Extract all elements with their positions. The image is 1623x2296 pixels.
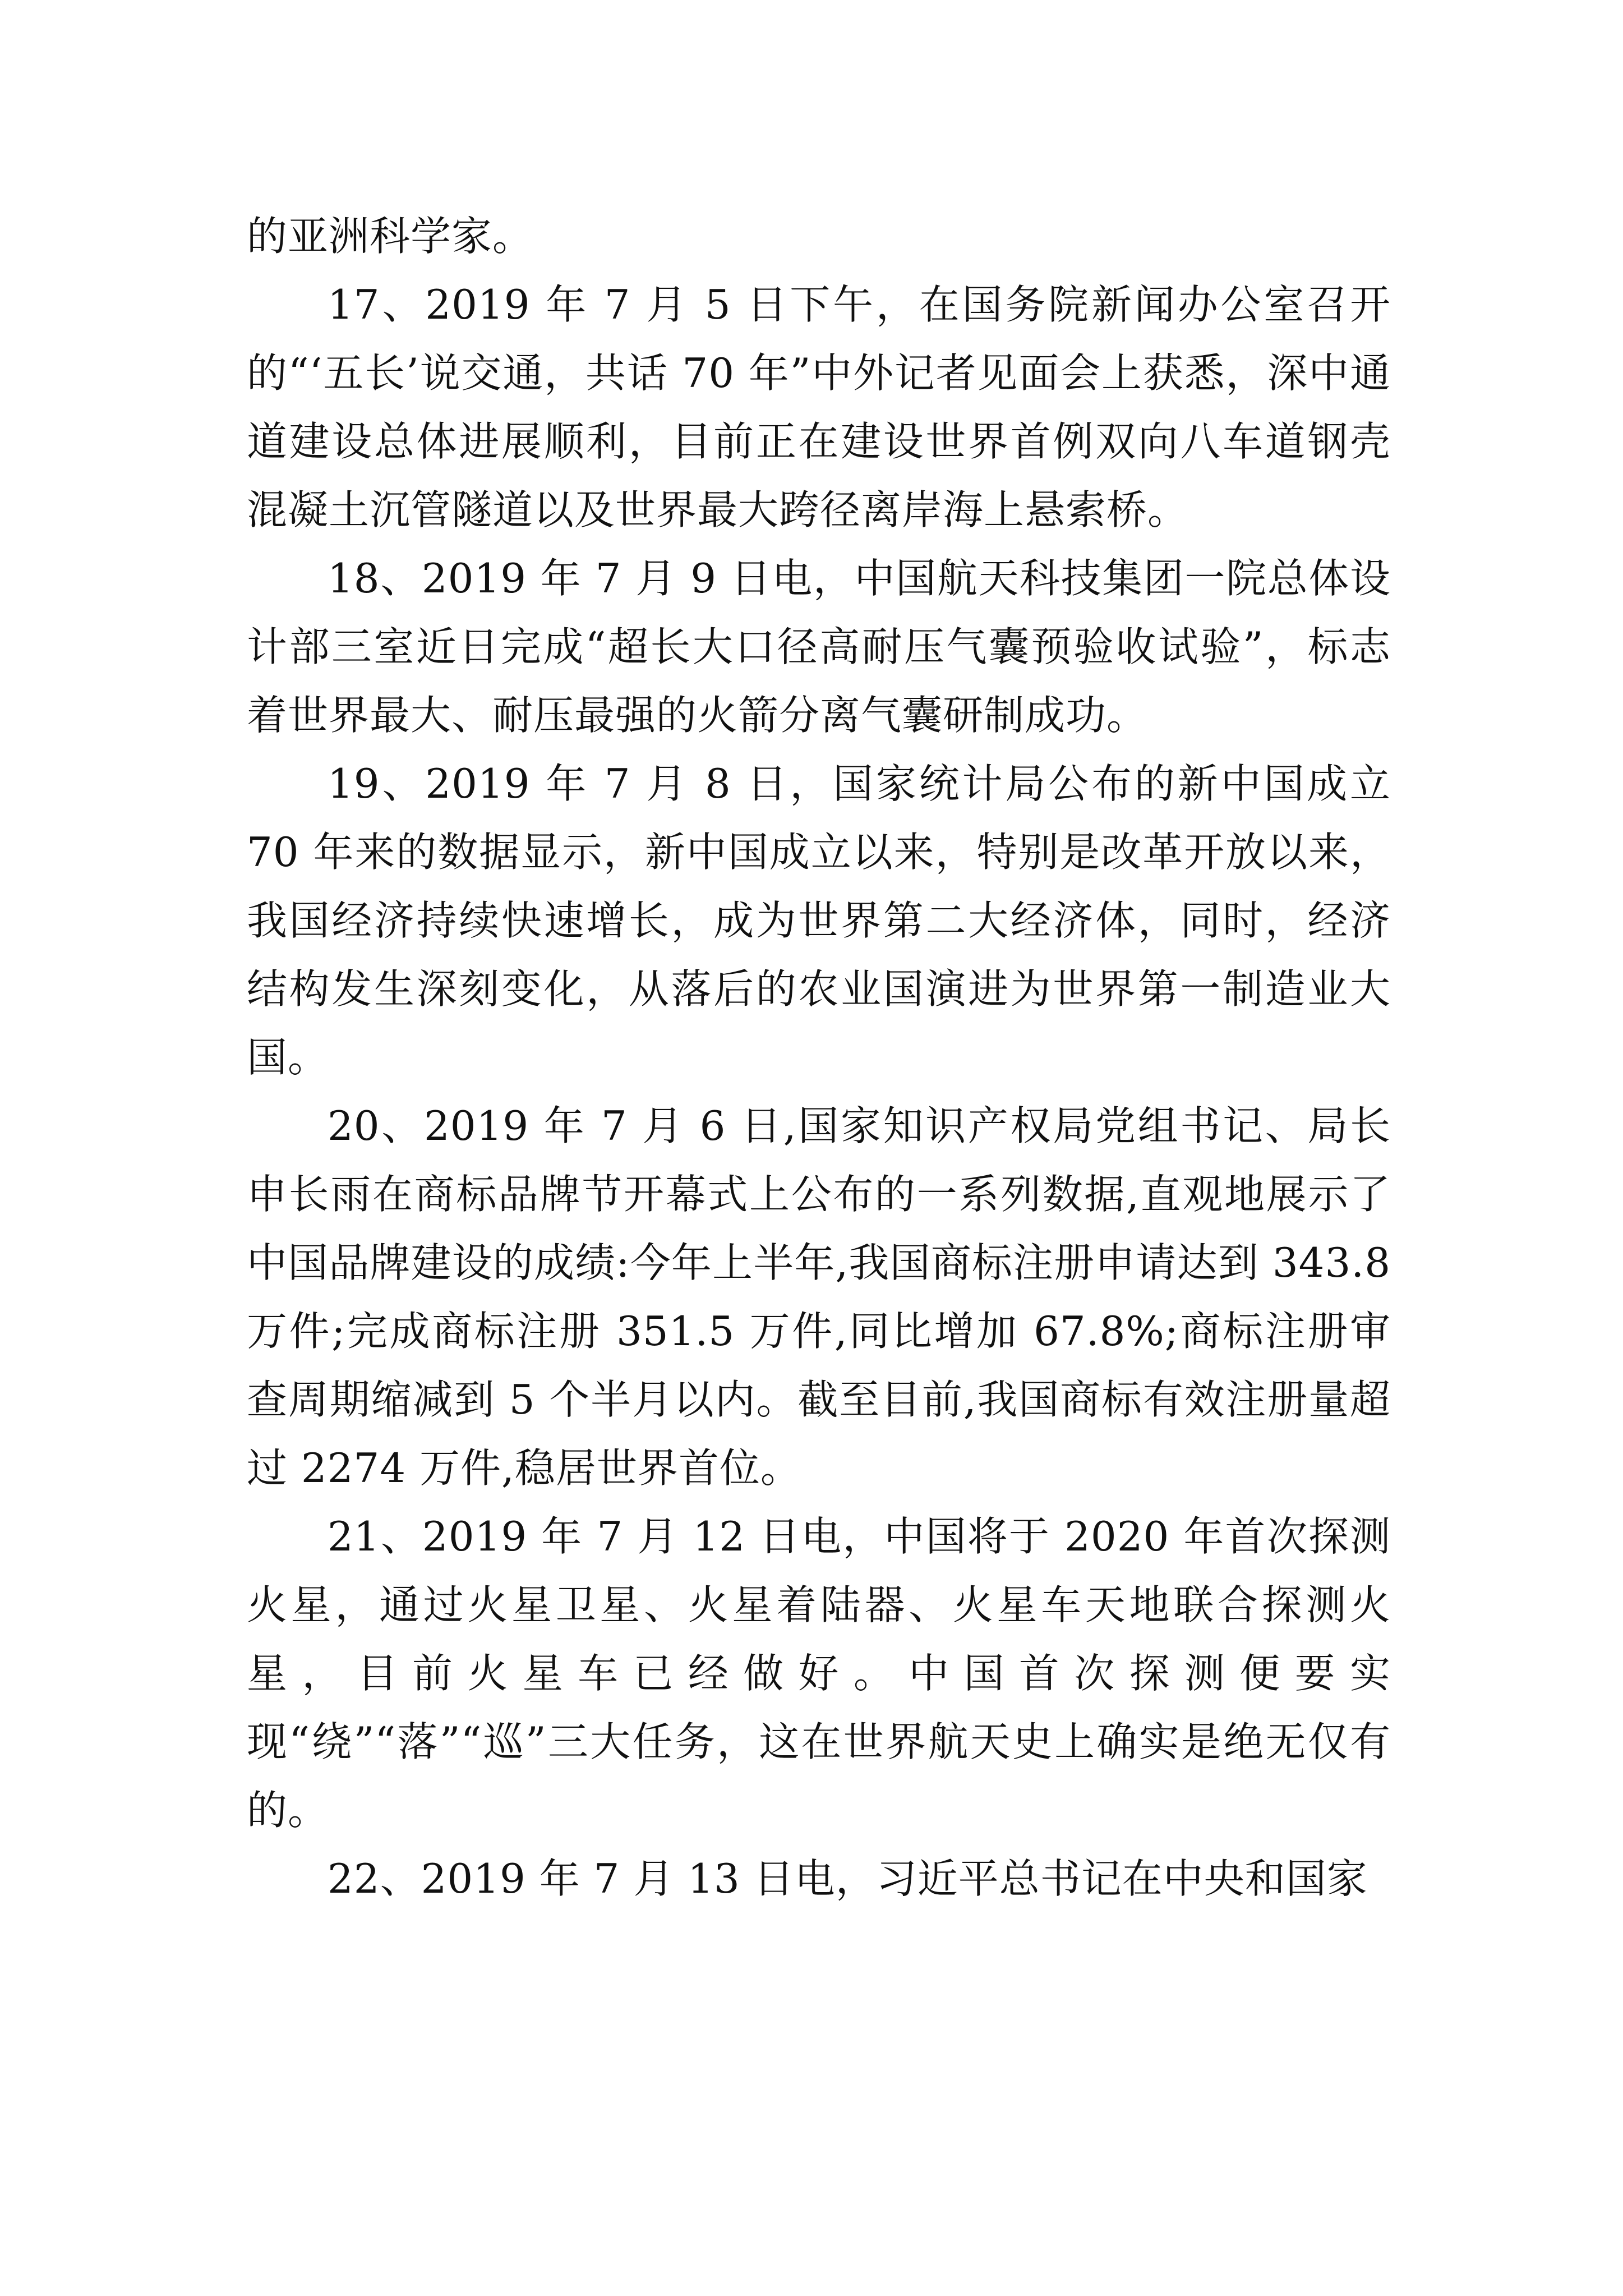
- paragraph-item-17: 17、2019 年 7 月 5 日下午，在国务院新闻办公室召开的“‘五长’说交通，共话 70 年”中外记者见面会上获悉，深中通道建设总体进展顺利，目前正在建设世界首例双向八车道钢壳混凝土沉管隧道以及世界最大跨径离岸海上悬索桥。: [247, 281, 1391, 533]
- paragraph-item-20: 20、2019 年 7 月 6 日,国家知识产权局党组书记、局长申长雨在商标品牌节开幕式上公布的一系列数据,直观地展示了中国品牌建设的成绩:今年上半年,我国商标注册申请达到 343.8 万件;完成商标注册 351.5 万件,同比增加 67.8%;商标注册审查周期缩减到 5 个半月以内。截至目前,我国商标有效注册量超过 2274 万件,稳居世界首位。: [247, 1102, 1391, 1492]
- paragraph-item-19: 19、2019 年 7 月 8 日，国家统计局公布的新中国成立 70 年来的数据显示，新中国成立以来，特别是改革开放以来，我国经济持续快速增长，成为世界第二大经济体，同时，经济结构发生深刻变化，从落后的农业国演进为世界第一制造业大国。: [247, 760, 1391, 1081]
- document-body: [247, 202, 1391, 1913]
- paragraph-item-22: 22、2019 年 7 月 13 日电，习近平总书记在中央和国家: [328, 1855, 1368, 1902]
- paragraph-item-21: 21、2019 年 7 月 12 日电，中国将于 2020 年首次探测火星，通过火星卫星、火星着陆器、火星车天地联合探测火星，目前火星车已经做好。中国首次探测便要实现“绕”“落”“巡”三大任务，这在世界航天史上确实是绝无仅有的。: [247, 1513, 1391, 1834]
- paragraph-item-18: 18、2019 年 7 月 9 日电，中国航天科技集团一院总体设计部三室近日完成“超长大口径高耐压气囊预验收试验”，标志着世界最大、耐压最强的火箭分离气囊研制成功。: [247, 555, 1391, 739]
- paragraph-continued: 的亚洲科学家。: [247, 213, 534, 260]
